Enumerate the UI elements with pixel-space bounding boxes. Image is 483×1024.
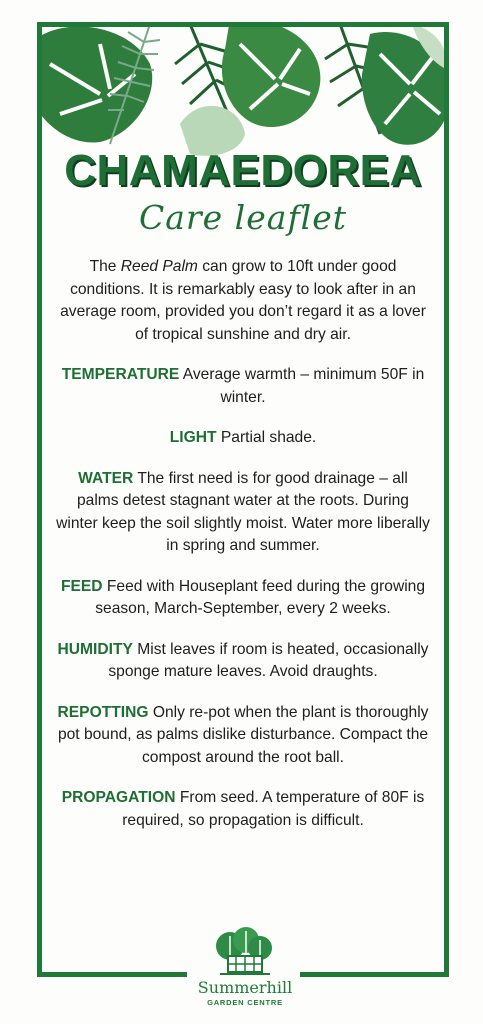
section-feed — [56, 576, 430, 621]
leaflet-body — [56, 256, 430, 850]
frame-border-bottom-right — [300, 972, 449, 977]
section-heading: PROPAGATION — [61, 789, 176, 806]
intro-text-post: can grow to 10ft under good conditions. It is remarkably easy to look after in an average room, provided you don’t regard it as a lover of tropical sunshine and dry air. — [60, 258, 426, 343]
frame-border-bottom-left — [37, 972, 187, 977]
section-temperature — [56, 364, 430, 409]
logo-name: Summerhill — [197, 978, 293, 997]
section-humidity — [56, 639, 430, 684]
frame-border-right — [444, 22, 449, 977]
section-text: Feed with Houseplant feed during the growing season, March-September, every 2 weeks. — [95, 577, 426, 617]
section-text: Partial shade. — [216, 429, 317, 446]
logo-subtitle: GARDEN CENTRE — [207, 998, 283, 1007]
intro-paragraph — [56, 256, 430, 346]
page-subtitle: Care leaflet — [138, 198, 348, 237]
section-heading: TEMPERATURE — [61, 366, 180, 383]
section-water — [56, 468, 430, 558]
section-text: Mist leaves if room is heated, occasionally sponge mature leaves. Avoid draughts. — [108, 640, 429, 680]
frame-border-left — [37, 22, 42, 977]
section-text: From seed. A temperature of 80F is required, so propagation is difficult. — [122, 789, 425, 829]
section-text: Only re-pot when the plant is thoroughly pot bound, as palms dislike disturbance. Compact the compost around the root ball. — [57, 703, 429, 766]
intro-plant-name: Reed Palm — [120, 258, 198, 275]
section-text: The first need is for good drainage – all palms detest stagnant water at the roots. During winter keep the soil slightly moist. Water more liberally in spring and summer. — [56, 469, 430, 554]
section-heading: HUMIDITY — [57, 640, 133, 658]
tropical-foliage-icon — [40, 24, 446, 156]
section-repotting — [56, 702, 430, 770]
section-heading: LIGHT — [169, 429, 217, 446]
summerhill-tree-logo-icon — [190, 926, 300, 978]
frame-border-top — [37, 22, 449, 27]
intro-text-pre: The — [89, 258, 121, 275]
section-heading: FEED — [60, 577, 103, 595]
section-heading: WATER — [78, 469, 134, 487]
section-heading: REPOTTING — [57, 703, 149, 721]
section-propagation — [56, 787, 430, 832]
summerhill-logo — [190, 926, 300, 1016]
section-light — [56, 427, 430, 450]
section-text: Average warmth – minimum 50F in winter. — [179, 366, 425, 406]
page-title: CHAMAEDOREA — [64, 146, 422, 195]
